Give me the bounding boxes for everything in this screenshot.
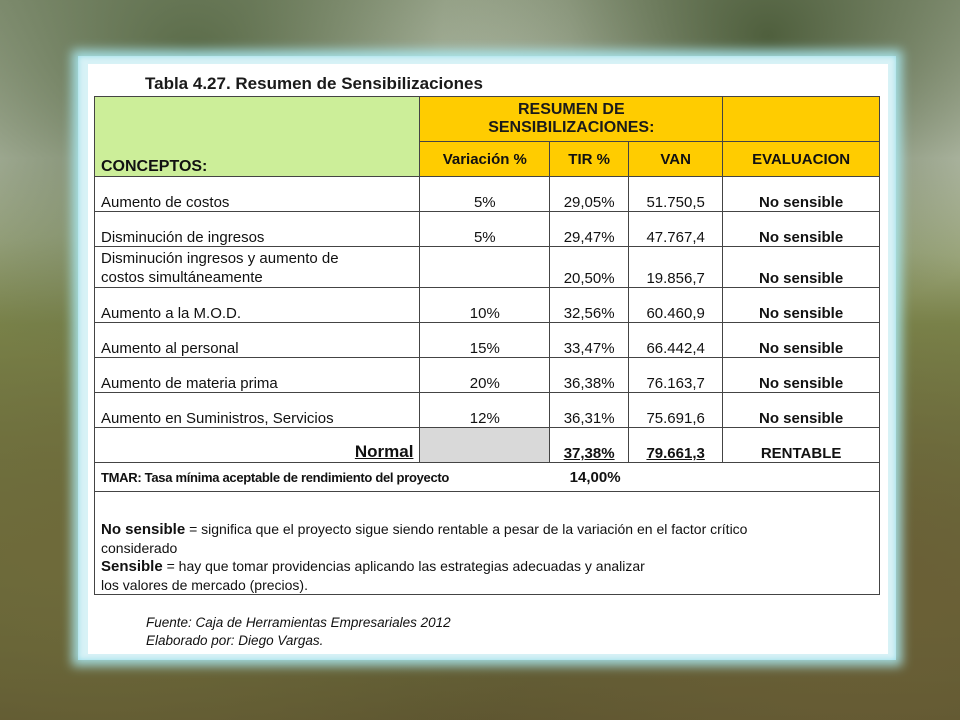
cell-evaluacion: No sensible xyxy=(723,358,880,393)
footer-elaborado: Elaborado por: Diego Vargas. xyxy=(146,633,324,648)
cell-tir: 33,47% xyxy=(550,323,629,358)
note-sensible-text: = hay que tomar providencias aplicando las estrategias adecuadas y analizar xyxy=(162,558,645,574)
cell-tir: 29,05% xyxy=(550,177,629,212)
header-van: VAN xyxy=(629,142,723,177)
cell-concepto: Disminución de ingresos xyxy=(95,212,420,247)
header-tir: TIR % xyxy=(550,142,629,177)
header-resumen-line1: RESUMEN DE xyxy=(517,101,625,118)
table-row xyxy=(95,323,880,358)
note-no-sensible-term: No sensible xyxy=(101,521,186,538)
cell-evaluacion: No sensible xyxy=(723,323,880,358)
cell-tir: 20,50% xyxy=(550,247,629,288)
cell-evaluacion: No sensible xyxy=(723,212,880,247)
normal-van: 79.661,3 xyxy=(629,428,723,463)
header-resumen xyxy=(420,97,723,142)
cell-variacion: 20% xyxy=(420,358,550,393)
footer-source xyxy=(146,614,451,650)
cell-evaluacion: No sensible xyxy=(723,393,880,428)
cell-van: 51.750,5 xyxy=(629,177,723,212)
cell-concepto: Aumento de costos xyxy=(95,177,420,212)
notes-row xyxy=(95,492,880,595)
normal-variacion-blank xyxy=(420,428,550,463)
cell-concepto: Aumento al personal xyxy=(95,323,420,358)
table-row xyxy=(95,288,880,323)
table-row xyxy=(95,177,880,212)
cell-van: 19.856,7 xyxy=(629,247,723,288)
cell-variacion xyxy=(420,247,550,288)
note-sensible-term: Sensible xyxy=(101,558,163,575)
cell-van: 47.767,4 xyxy=(629,212,723,247)
normal-row xyxy=(95,428,880,463)
cell-concepto-line1: Disminución ingresos y aumento de xyxy=(101,250,339,267)
table-title: Tabla 4.27. Resumen de Sensibilizaciones xyxy=(145,74,483,93)
cell-concepto-line2: costos simultáneamente xyxy=(101,269,263,286)
header-conceptos: CONCEPTOS: xyxy=(95,97,420,177)
cell-tir: 29,47% xyxy=(550,212,629,247)
cell-concepto: Aumento a la M.O.D. xyxy=(95,288,420,323)
cell-variacion: 12% xyxy=(420,393,550,428)
cell-variacion: 5% xyxy=(420,177,550,212)
tmar-row xyxy=(95,463,880,492)
table-row xyxy=(95,393,880,428)
cell-van: 60.460,9 xyxy=(629,288,723,323)
header-evaluacion: EVALUACION xyxy=(723,142,880,177)
sensitivity-summary-table xyxy=(94,96,880,595)
cell-concepto: Aumento en Suministros, Servicios xyxy=(95,393,420,428)
cell-van: 76.163,7 xyxy=(629,358,723,393)
cell-tir: 36,38% xyxy=(550,358,629,393)
table-row xyxy=(95,358,880,393)
normal-evaluacion: RENTABLE xyxy=(723,428,880,463)
tmar-label: TMAR: Tasa mínima aceptable de rendimiento del proyecto xyxy=(95,463,550,492)
note-no-sensible-text: = significa que el proyecto sigue siendo rentable a pesar de la variación en el factor crítico xyxy=(185,521,748,537)
cell-evaluacion: No sensible xyxy=(723,177,880,212)
normal-label: Normal xyxy=(95,428,420,463)
notes-cell xyxy=(95,492,880,595)
cell-concepto: Aumento de materia prima xyxy=(95,358,420,393)
note-no-sensible-text2: considerado xyxy=(101,540,178,556)
cell-tir: 32,56% xyxy=(550,288,629,323)
normal-tir: 37,38% xyxy=(550,428,629,463)
header-blank xyxy=(723,97,880,142)
note-sensible-text2: los valores de mercado (precios). xyxy=(101,577,308,593)
cell-van: 75.691,6 xyxy=(629,393,723,428)
cell-evaluacion: No sensible xyxy=(723,288,880,323)
table-row xyxy=(95,247,880,288)
header-variacion: Variación % xyxy=(420,142,550,177)
cell-variacion: 10% xyxy=(420,288,550,323)
table-row xyxy=(95,212,880,247)
cell-tir: 36,31% xyxy=(550,393,629,428)
cell-variacion: 15% xyxy=(420,323,550,358)
tmar-value: 14,00% xyxy=(550,463,880,492)
cell-evaluacion: No sensible xyxy=(723,247,880,288)
footer-fuente: Fuente: Caja de Herramientas Empresariales 2012 xyxy=(146,615,451,630)
cell-concepto xyxy=(95,247,420,288)
cell-variacion: 5% xyxy=(420,212,550,247)
header-resumen-line2: SENSIBILIZACIONES: xyxy=(488,119,655,136)
cell-van: 66.442,4 xyxy=(629,323,723,358)
